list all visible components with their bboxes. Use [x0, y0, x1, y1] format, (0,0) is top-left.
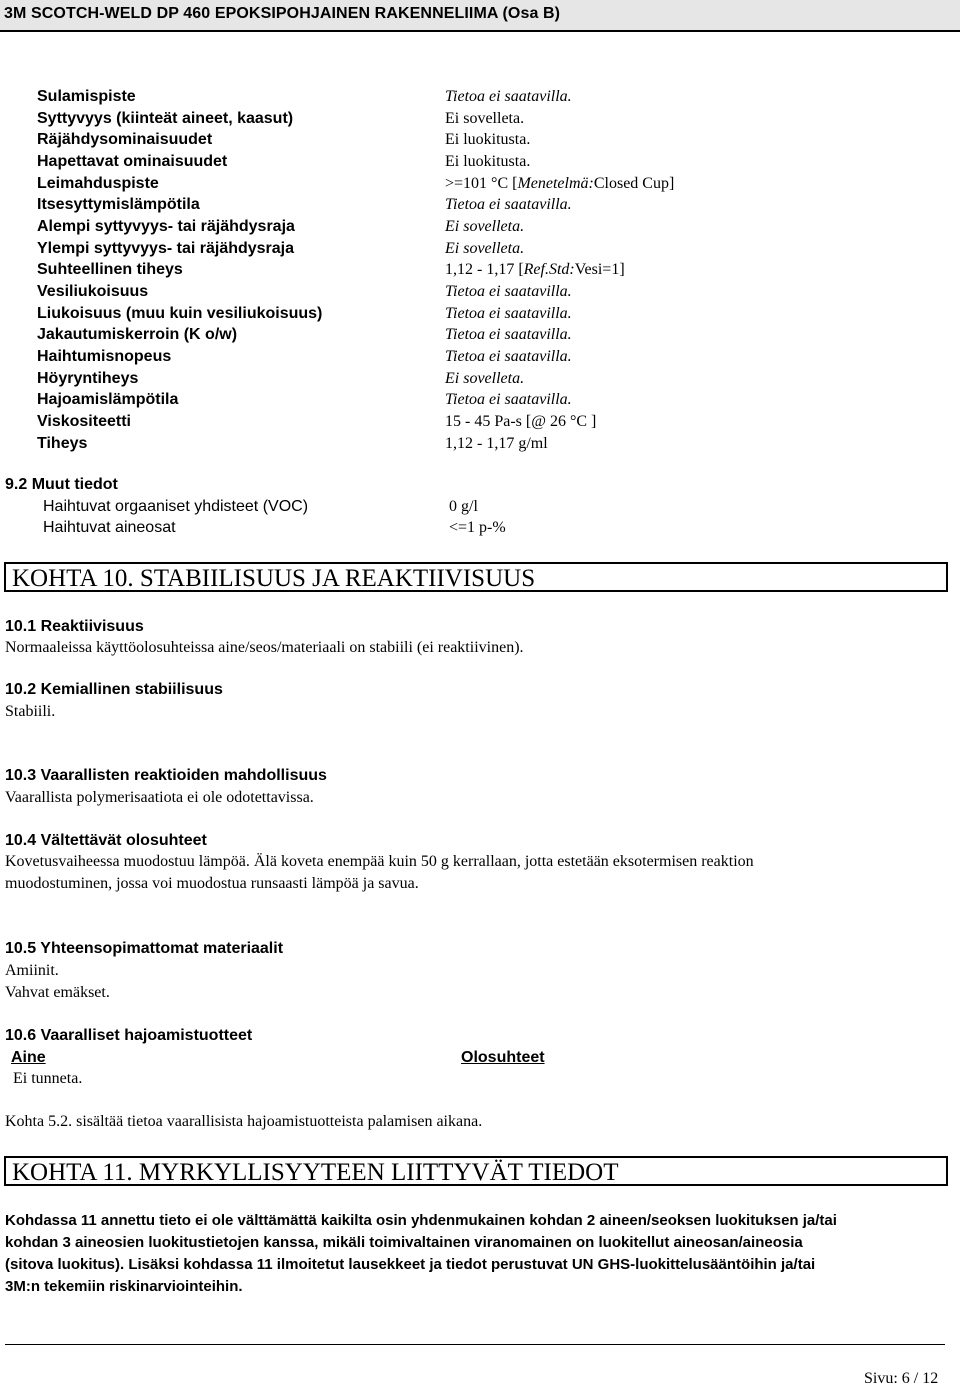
section-10-5-line: Amiinit. [5, 962, 59, 979]
property-label: Alempi syttyvyys- tai räjähdysraja [37, 218, 295, 235]
property-value: Tietoa ei saatavilla. [445, 348, 572, 365]
volatiles-value: <=1 p-% [449, 519, 506, 536]
property-value: Tietoa ei saatavilla. [445, 326, 572, 343]
section-heading: 9.2 Muut tiedot [5, 476, 118, 493]
volatiles-label: Haihtuvat aineosat [43, 519, 176, 536]
property-value: Ei luokitusta. [445, 153, 531, 170]
property-label: Ylempi syttyvyys- tai räjähdysraja [37, 240, 295, 257]
method-label: Menetelmä: [517, 175, 594, 192]
page-number: Sivu: 6 / 12 [864, 1370, 939, 1387]
property-label: Sulamispiste [37, 88, 136, 105]
property-label: Leimahduspiste [37, 175, 159, 192]
paragraph-line: Kohdassa 11 annettu tieto ei ole välttämättä kaikilta osin yhdenmukainen kohdan 2 aineen/seoksen luokituksen ja/tai [5, 1212, 837, 1229]
section-10-2-text: Stabiili. [5, 703, 56, 720]
property-value: 1,12 - 1,17 g/ml [445, 435, 548, 452]
property-label: Höyryntiheys [37, 370, 139, 387]
property-label: Syttyvyys (kiinteät aineet, kaasut) [37, 110, 294, 127]
property-label: Suhteellinen tiheys [37, 261, 183, 278]
section-10-4-heading: 10.4 Vältettävät olosuhteet [5, 832, 207, 849]
section-10-title: KOHTA 10. STABIILISUUS JA REAKTIIVISUUS [12, 565, 536, 592]
property-value [445, 175, 674, 193]
paragraph-line: (sitova luokitus). Lisäksi kohdassa 11 ilmoitetut lausekkeet ja tiedot perustuvat UN GHS-luokittelusääntöihin ja/tai [5, 1256, 816, 1273]
voc-label: Haihtuvat orgaaniset yhdisteet (VOC) [43, 498, 309, 515]
property-value: Tietoa ei saatavilla. [445, 196, 572, 213]
property-label: Viskositeetti [37, 413, 131, 430]
property-value: Tietoa ei saatavilla. [445, 391, 572, 408]
section-10-6-note: Kohta 5.2. sisältää tietoa vaarallisista hajoamistuotteista palamisen aikana. [5, 1113, 483, 1130]
section-10-4-line: muodostuminen, jossa voi muodostua runsaasti lämpöä ja savua. [5, 875, 419, 892]
property-value: Ei sovelleta. [445, 240, 525, 257]
property-value: Tietoa ei saatavilla. [445, 283, 572, 300]
value-text: Vesi=1] [574, 261, 625, 278]
paragraph-line: 3M:n tekemiin riskinarviointeihin. [5, 1278, 243, 1295]
column-header-conditions: Olosuhteet [461, 1049, 545, 1066]
property-value: Ei sovelleta. [445, 110, 525, 127]
property-label: Jakautumiskerroin (K o/w) [37, 326, 238, 343]
property-label: Hajoamislämpötila [37, 391, 179, 408]
property-value: Ei sovelleta. [445, 370, 525, 387]
section-10-5-heading: 10.5 Yhteensopimattomat materiaalit [5, 940, 284, 957]
voc-value: 0 g/l [449, 498, 478, 515]
section-10-3-text: Vaarallista polymerisaatiota ei ole odotettavissa. [5, 789, 314, 806]
property-value: Ei sovelleta. [445, 218, 525, 235]
section-10-2-heading: 10.2 Kemiallinen stabiilisuus [5, 681, 223, 698]
document-title: 3M SCOTCH-WELD DP 460 EPOKSIPOHJAINEN RAKENNELIIMA (Osa B) [4, 5, 561, 22]
section-11-header [4, 1156, 948, 1186]
property-label: Haihtumisnopeus [37, 348, 172, 365]
footer-divider [5, 1344, 945, 1345]
reference-label: Ref.Std: [523, 261, 575, 278]
property-label: Liukoisuus (muu kuin vesiliukoisuus) [37, 305, 323, 322]
document-header [0, 0, 960, 32]
property-label: Vesiliukoisuus [37, 283, 149, 300]
value-text: >=101 °C [ [445, 175, 518, 192]
property-label: Tiheys [37, 435, 88, 452]
section-10-1-text: Normaaleissa käyttöolosuhteissa aine/seos/materiaali on stabiili (ei reaktiivinen). [5, 639, 524, 656]
section-10-6-heading: 10.6 Vaaralliset hajoamistuotteet [5, 1027, 253, 1044]
value-text: 1,12 - 1,17 [ [445, 261, 524, 278]
property-value: Tietoa ei saatavilla. [445, 305, 572, 322]
property-value: Tietoa ei saatavilla. [445, 88, 572, 105]
property-value: 15 - 45 Pa-s [@ 26 °C ] [445, 413, 597, 430]
section-10-1-heading: 10.1 Reaktiivisuus [5, 618, 144, 635]
section-10-3-heading: 10.3 Vaarallisten reaktioiden mahdollisuus [5, 767, 327, 784]
table-row: Ei tunneta. [13, 1070, 83, 1087]
section-10-5-line: Vahvat emäkset. [5, 984, 110, 1001]
property-label: Räjähdysominaisuudet [37, 131, 213, 148]
section-11-title: KOHTA 11. MYRKYLLISYYTEEN LIITTYVÄT TIEDOT [12, 1159, 619, 1186]
property-label: Itsesyttymislämpötila [37, 196, 200, 213]
value-text: Closed Cup] [593, 175, 675, 192]
paragraph-line: kohdan 3 aineosien luokitustietojen kanssa, mikäli toimivaltainen viranomainen on luokitellut aineosan/aineosia [5, 1234, 803, 1251]
column-header-substance: Aine [11, 1049, 46, 1066]
section-10-header [4, 562, 948, 592]
property-value [445, 261, 625, 279]
property-label: Hapettavat ominaisuudet [37, 153, 228, 170]
property-value: Ei luokitusta. [445, 131, 531, 148]
section-10-4-line: Kovetusvaiheessa muodostuu lämpöä. Älä koveta enempää kuin 50 g kerrallaan, jotta estetään eksotermisen reaktion [5, 853, 754, 870]
